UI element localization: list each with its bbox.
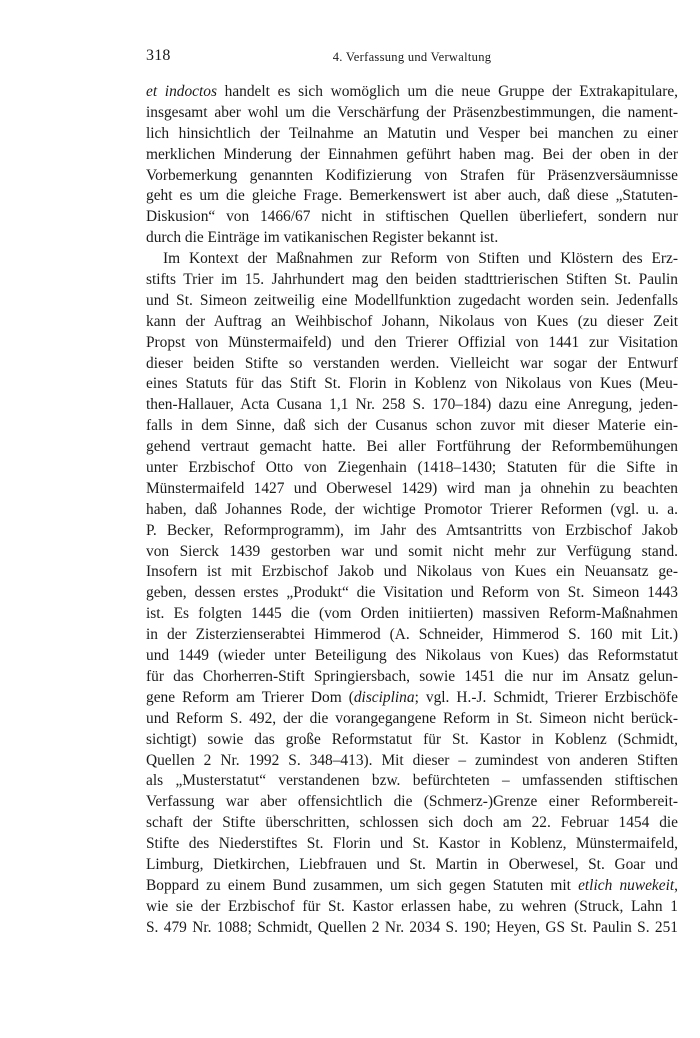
text-line <box>146 374 678 395</box>
text-segment: Vorbemerkung genannten Kodifizierung von Strafen für Präsenzversäumnisse <box>146 166 678 184</box>
text-line <box>146 542 678 563</box>
text-segment: Im Kontext der Maßnahmen zur Reform von Stiften und Klöstern des Erz- <box>163 250 678 268</box>
text-segment: ; vgl. H.-J. Schmidt, Trierer Erzbischöfe <box>414 688 678 706</box>
text-line <box>146 604 678 625</box>
text-line <box>146 583 678 604</box>
text-line <box>146 458 678 479</box>
text-line <box>146 395 678 416</box>
text-segment: Propst von Münstermaifeld) und den Trierer Offizial von 1441 zur Visitation <box>146 333 678 351</box>
text-line <box>146 667 678 688</box>
text-segment: Verfassung war aber offensichtlich die (Schmerz-)Grenze einer Reformbereit- <box>146 793 678 811</box>
text-segment: unter Erzbischof Otto von Ziegenhain (1418–1430; Statuten für die Sifte in <box>146 459 678 477</box>
text-line <box>146 124 678 145</box>
text-line <box>146 270 678 291</box>
text-segment: Boppard zu einem Bund zusammen, um sich gegen Statuten mit <box>146 876 579 894</box>
text-line <box>146 646 678 667</box>
text-segment: wie sie der Erzbischof für St. Kastor erlassen habe, zu wehren (Struck, Lahn 1 <box>146 897 678 915</box>
text-segment: und Reform S. 492, der die vorangegangene Reform in St. Simeon nicht berück- <box>146 709 678 727</box>
text-segment: als „Musterstatut“ verstandenen bzw. befürchteten – umfassenden stiftischen <box>146 772 678 790</box>
italic-text: disciplina <box>353 688 415 706</box>
text-line <box>146 228 678 249</box>
text-line <box>146 521 678 542</box>
text-line <box>146 186 678 207</box>
text-segment: eines Statuts für das Stift St. Florin in Koblenz von Nikolaus von Kues (Meu- <box>146 375 678 393</box>
text-segment: insgesamt aber wohl um die Verschärfung der Präsenzbestimmungen, die nament- <box>146 103 678 121</box>
text-segment: Insofern ist mit Erzbischof Jakob und Nikolaus von Kues ein Neuansatz ge- <box>146 563 678 581</box>
text-line <box>146 709 678 730</box>
text-line <box>146 500 678 521</box>
text-line <box>146 730 678 751</box>
text-segment: schaft der Stifte überschritten, schlossen sich doch am 22. Februar 1454 die <box>146 814 678 832</box>
text-segment: kann der Auftrag an Weihbischof Johann, Nikolaus von Kues (zu dieser Zeit <box>146 312 678 330</box>
text-line <box>146 291 678 312</box>
text-segment: Diskusion“ von 1466/67 nicht in stiftischen Quellen überliefert, sondern nur <box>146 208 678 226</box>
running-head: 4. Verfassung und Verwaltung <box>332 50 492 64</box>
text-line <box>146 207 678 228</box>
text-line <box>146 333 678 354</box>
text-line <box>146 103 678 124</box>
text-line <box>146 312 678 333</box>
text-segment: Limburg, Dietkirchen, Liebfrauen und St. Martin in Oberwesel, St. Goar und <box>146 855 678 873</box>
text-segment: durch die Einträge im vatikanischen Register bekannt ist. <box>146 229 499 247</box>
text-segment: und St. Simeon zeitweilig eine Modellfunktion zugedacht worden sein. Jedenfalls <box>146 291 678 309</box>
italic-text: et indoctos <box>146 83 217 100</box>
text-line <box>146 416 678 437</box>
text-segment: handelt es sich womöglich um die neue Gruppe der Extrakapitulare, <box>216 83 678 100</box>
text-line <box>146 437 678 458</box>
text-segment: P. Becker, Reformprogramm), im Jahr des Amtsantritts von Erzbischof Jakob <box>146 521 678 539</box>
text-segment: gene Reform am Trierer Dom ( <box>146 688 354 706</box>
text-segment: Stifte des Niederstiftes St. Florin und St. Kastor in Koblenz, Münstermaifeld, <box>146 835 678 853</box>
text-segment: geht es um die gleiche Frage. Bemerkenswert ist aber auch, daß diese „Statuten- <box>146 187 678 205</box>
text-segment: haben, daß Johannes Rode, der wichtige Promotor Trierer Reformen (vgl. u. a. <box>146 500 678 518</box>
text-segment: stifts Trier im 15. Jahrhundert mag den beiden stadttrierischen Stiften St. Paulin <box>146 271 678 289</box>
text-segment: Münstermaifeld 1427 und Oberwesel 1429) wird man ja ohnehin zu beachten <box>146 479 678 497</box>
text-line <box>146 688 678 709</box>
text-segment: merklichen Minderung der Einnahmen geführt haben mag. Bei der oben in der <box>146 145 678 163</box>
text-line <box>146 625 678 646</box>
body-text <box>146 82 678 939</box>
text-segment: geben, dessen erstes „Produkt“ die Visitation und Reform von St. Simeon 1443 <box>146 584 678 602</box>
text-line <box>146 792 678 813</box>
page-number: 318 <box>146 47 171 64</box>
text-segment: dieser beiden Stifte so verstanden werden. Vielleicht war sogar der Entwurf <box>146 354 678 372</box>
text-segment: then-Hallauer, Acta Cusana 1,1 Nr. 258 S. 170–184) dazu eine Anregung, jeden- <box>146 396 678 414</box>
text-line <box>146 751 678 772</box>
text-segment: in der Zisterzienserabtei Himmerod (A. Schneider, Himmerod S. 160 mit Lit.) <box>146 626 678 644</box>
text-line <box>146 479 678 500</box>
text-line <box>146 145 678 166</box>
text-segment: von Sierck 1439 gestorben war und somit nicht mehr zur Verfügung stand. <box>146 542 678 560</box>
text-line <box>146 166 678 187</box>
text-segment: sichtigt) sowie das große Reformstatut für St. Kastor in Koblenz (Schmidt, <box>146 730 678 748</box>
text-line <box>146 771 678 792</box>
text-line <box>146 249 678 270</box>
text-line <box>146 82 678 103</box>
text-segment: und 1449 (wieder unter Beteiligung des Nikolaus von Kues) das Reformstatut <box>146 647 678 665</box>
text-segment: ist. Es folgten 1445 die (vom Orden initiierten) massiven Reform-Maßnahmen <box>146 605 678 623</box>
text-segment: für das Chorherren-Stift Springiersbach, sowie 1451 die nur im Ansatz gelun- <box>146 667 678 685</box>
text-line <box>146 562 678 583</box>
text-segment: falls in dem Sinne, daß sich der Cusanus schon zuvor mit dieser Materie ein- <box>146 417 678 435</box>
text-line <box>146 855 678 876</box>
text-line <box>146 354 678 375</box>
text-line <box>146 834 678 855</box>
text-segment: lich hinsichtlich der Teilnahme an Matutin und Vesper bei manchen zu einer <box>146 124 678 142</box>
text-line <box>146 813 678 834</box>
text-line <box>146 918 678 939</box>
page-header <box>146 47 678 67</box>
text-line <box>146 876 678 897</box>
italic-text: etlich nuwekeit <box>578 876 675 894</box>
text-segment: Quellen 2 Nr. 1992 S. 348–413). Mit dieser – zumindest von anderen Stiften <box>146 751 678 769</box>
text-segment: gehend vertraut gemacht hatte. Bei aller Fortführung der Reformbemühungen <box>146 438 678 456</box>
text-segment: S. 479 Nr. 1088; Schmidt, Quellen 2 Nr. 2034 S. 190; Heyen, GS St. Paulin S. 251 <box>146 918 678 936</box>
text-line <box>146 897 678 918</box>
text-segment: , <box>674 876 678 894</box>
